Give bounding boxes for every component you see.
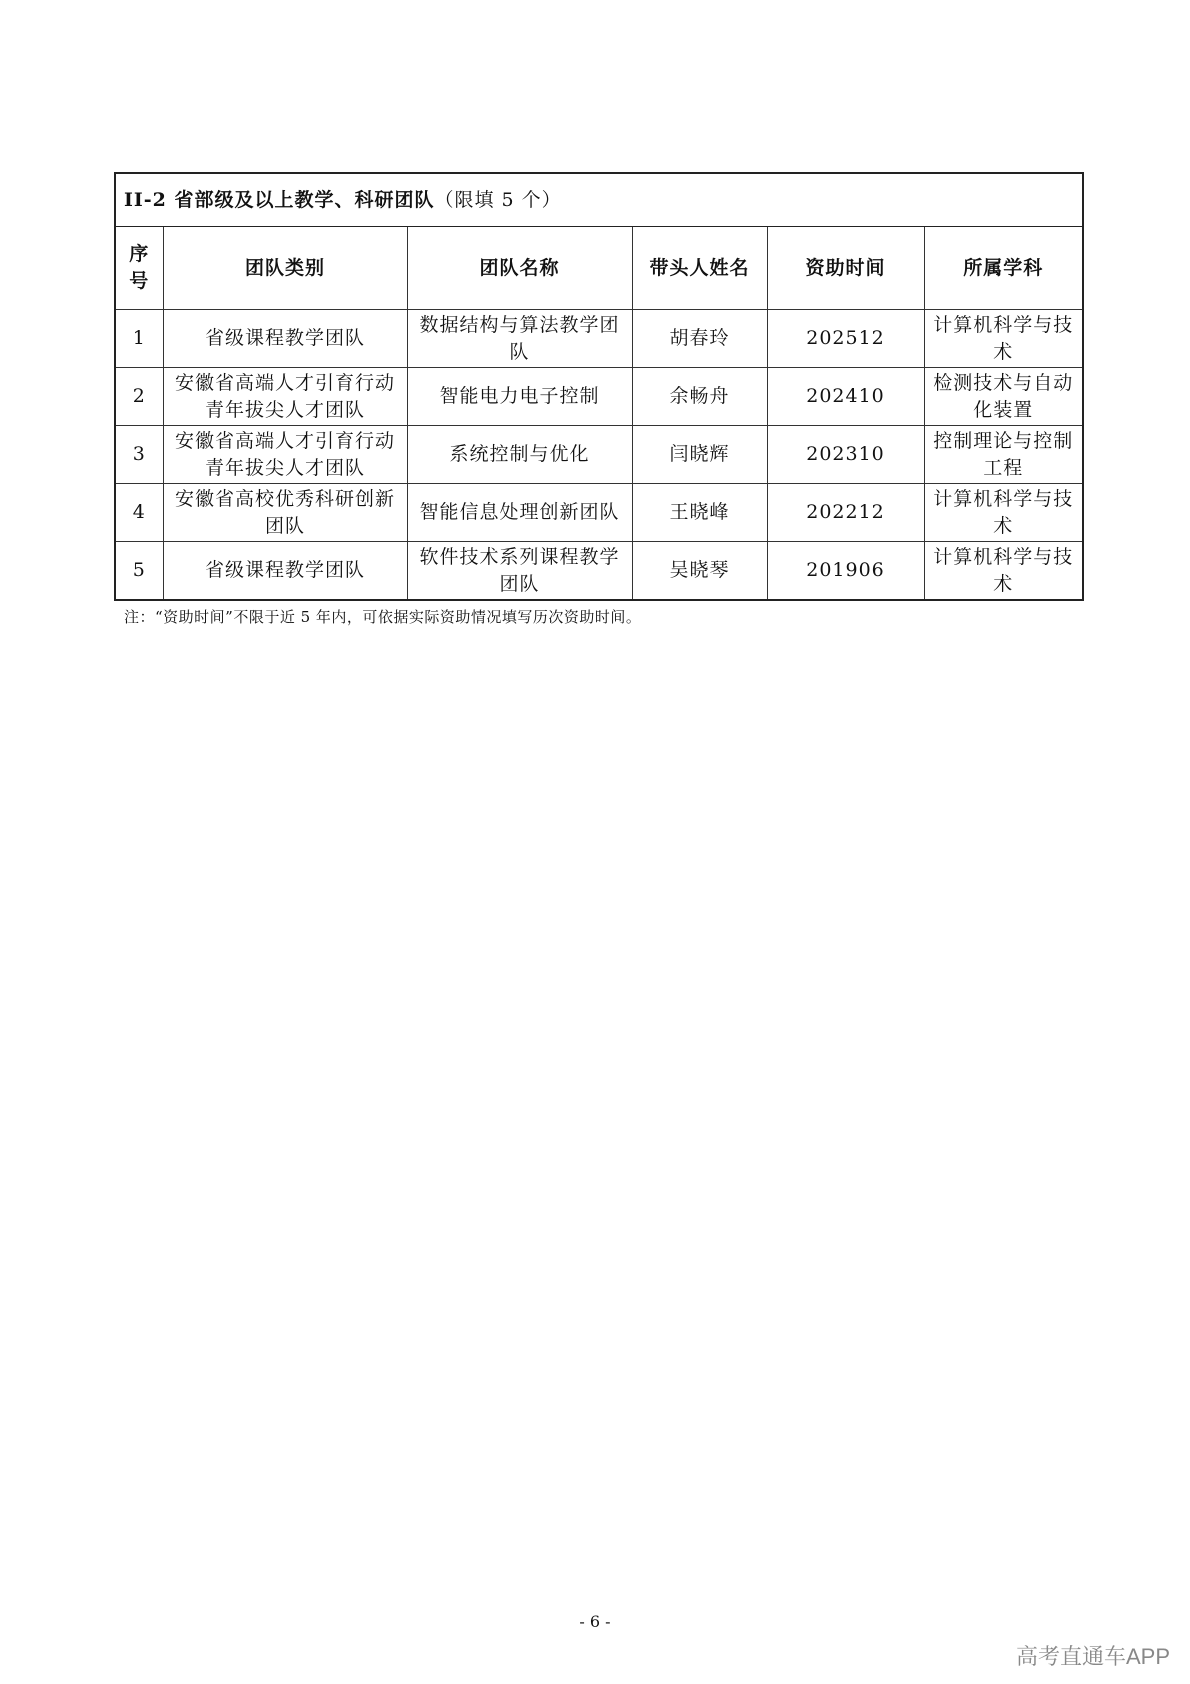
cell-team-name: 系统控制与优化	[407, 426, 632, 484]
cell-funding-date: 201906	[767, 542, 924, 601]
cell-discipline: 计算机科学与技术	[924, 542, 1083, 601]
cell-leader: 王晓峰	[632, 484, 767, 542]
cell-team-name: 智能信息处理创新团队	[407, 484, 632, 542]
section-title-cell	[115, 173, 1083, 227]
table-row	[115, 310, 1083, 368]
cell-team-type: 省级课程教学团队	[163, 542, 407, 601]
table-row	[115, 484, 1083, 542]
cell-funding-date: 202512	[767, 310, 924, 368]
table-header-row	[115, 227, 1083, 310]
cell-funding-date: 202212	[767, 484, 924, 542]
watermark: 高考直通车APP	[1015, 1644, 1170, 1669]
cell-team-type: 安徽省高端人才引育行动青年拔尖人才团队	[163, 426, 407, 484]
header-seq: 序号	[115, 227, 163, 310]
teams-table	[114, 172, 1084, 601]
section-limit: （限填 5 个）	[434, 188, 562, 211]
cell-seq: 3	[115, 426, 163, 484]
table-row	[115, 542, 1083, 601]
cell-team-name: 软件技术系列课程教学团队	[407, 542, 632, 601]
cell-seq: 1	[115, 310, 163, 368]
header-funding-date: 资助时间	[767, 227, 924, 310]
cell-discipline: 计算机科学与技术	[924, 310, 1083, 368]
cell-team-name: 智能电力电子控制	[407, 368, 632, 426]
cell-team-type: 安徽省高校优秀科研创新团队	[163, 484, 407, 542]
cell-seq: 2	[115, 368, 163, 426]
cell-funding-date: 202310	[767, 426, 924, 484]
header-team-name: 团队名称	[407, 227, 632, 310]
cell-funding-date: 202410	[767, 368, 924, 426]
page-number: - 6 -	[579, 1612, 611, 1631]
cell-discipline: 计算机科学与技术	[924, 484, 1083, 542]
table-row	[115, 368, 1083, 426]
cell-leader: 吴晓琴	[632, 542, 767, 601]
header-discipline: 所属学科	[924, 227, 1083, 310]
cell-team-name: 数据结构与算法教学团队	[407, 310, 632, 368]
section-title: II-2 省部级及以上教学、科研团队	[124, 188, 435, 211]
cell-leader: 胡春玲	[632, 310, 767, 368]
table-row	[115, 426, 1083, 484]
cell-leader: 闫晓辉	[632, 426, 767, 484]
cell-team-type: 安徽省高端人才引育行动青年拔尖人才团队	[163, 368, 407, 426]
header-team-type: 团队类别	[163, 227, 407, 310]
cell-seq: 4	[115, 484, 163, 542]
cell-discipline: 检测技术与自动化装置	[924, 368, 1083, 426]
header-leader: 带头人姓名	[632, 227, 767, 310]
cell-seq: 5	[115, 542, 163, 601]
cell-team-type: 省级课程教学团队	[163, 310, 407, 368]
table-footnote: 注：“资助时间”不限于近 5 年内，可依据实际资助情况填写历次资助时间。	[124, 608, 642, 626]
cell-leader: 余畅舟	[632, 368, 767, 426]
cell-discipline: 控制理论与控制工程	[924, 426, 1083, 484]
